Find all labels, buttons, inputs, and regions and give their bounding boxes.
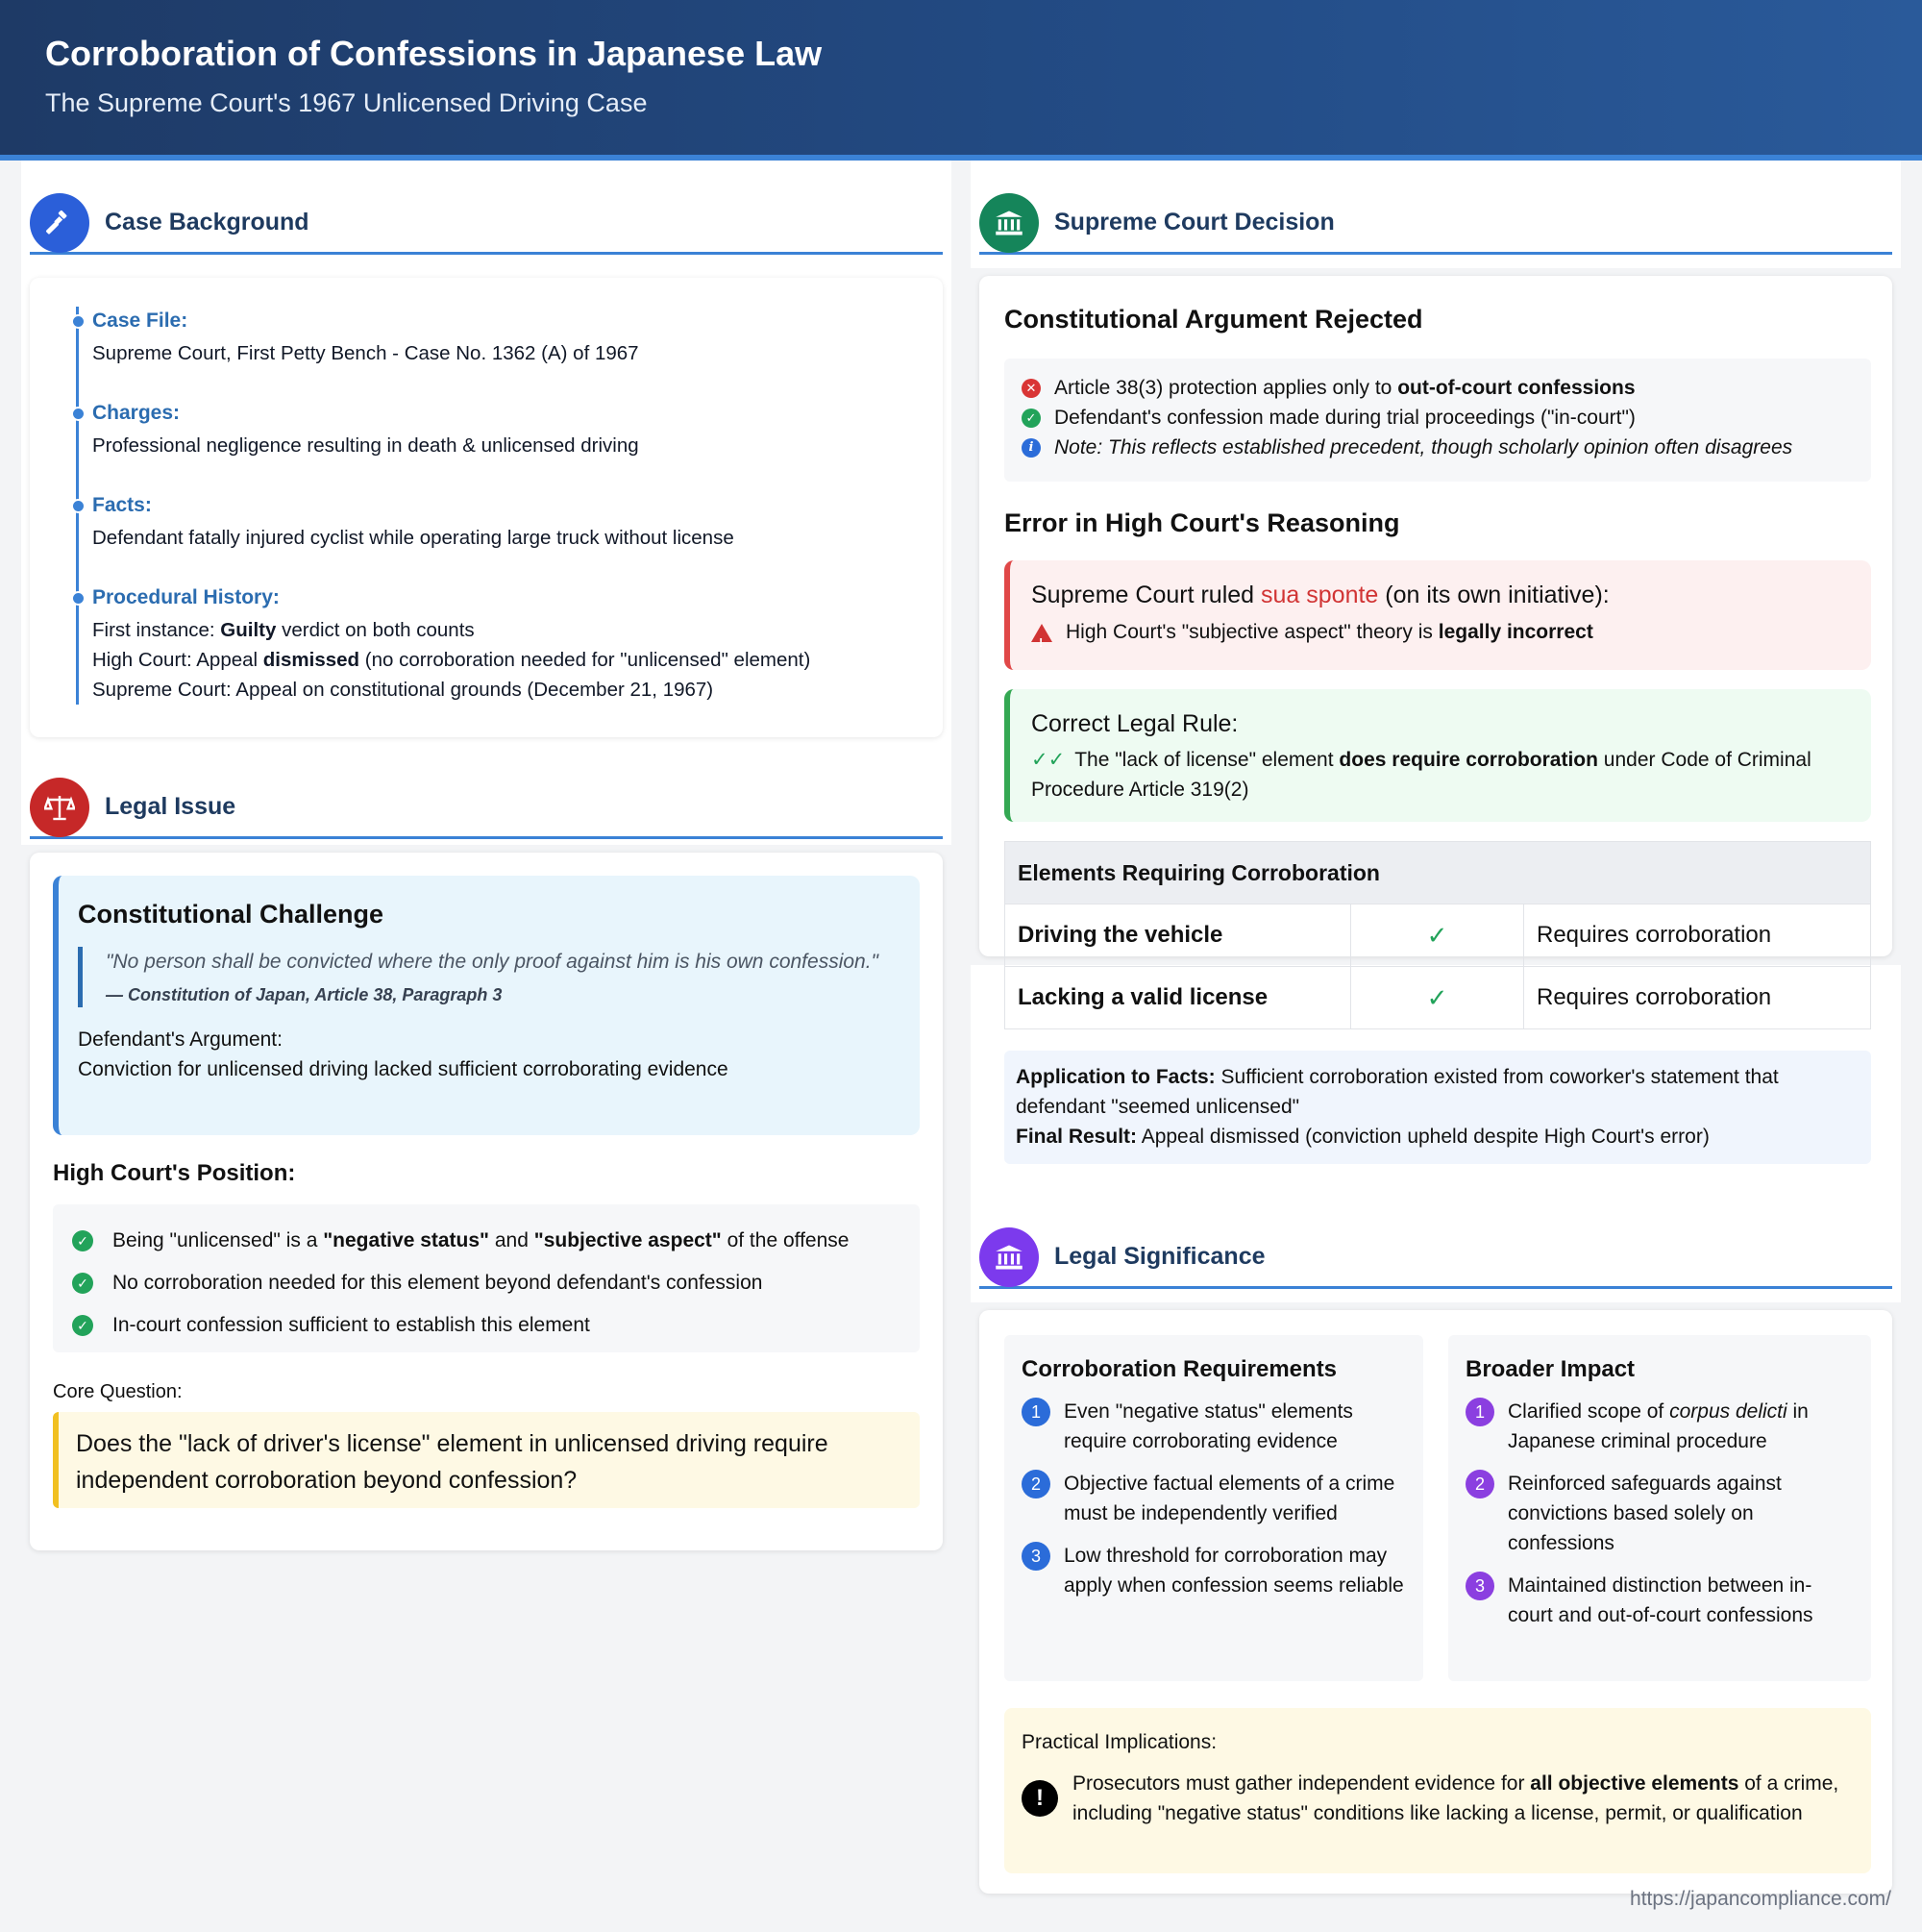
case-file-label: Case File: [92, 310, 188, 332]
number-badge: 3 [1022, 1542, 1050, 1571]
constitutional-rejected-title: Constitutional Argument Rejected [1004, 305, 1423, 334]
history-high-court: High Court: Appeal dismissed (no corroboration needed for "unlicensed" element) [92, 649, 811, 671]
check-circle-icon: ✓ [1022, 409, 1041, 428]
warning-icon [1031, 624, 1052, 642]
history-first-instance: First instance: Guilty verdict on both counts [92, 619, 475, 641]
charges-text: Professional negligence resulting in death & unlicensed driving [92, 434, 639, 457]
defendant-argument-text: Conviction for unlicensed driving lacked sufficient corroborating evidence [78, 1058, 728, 1080]
application-text: Application to Facts: Sufficient corroboration existed from coworker's statement that defendant "seemed unlicensed" [1016, 1066, 1779, 1118]
sua-sponte-box [1004, 560, 1871, 670]
error-reasoning-title: Error in High Court's Reasoning [1004, 508, 1400, 537]
position-item: ✓ No corroboration needed for this element beyond defendant's confession [72, 1262, 900, 1304]
case-background-title: Case Background [105, 209, 309, 235]
timeline-item-charges [79, 399, 922, 460]
check-icon: ✓ [1351, 967, 1524, 1029]
constitutional-challenge-title: Constitutional Challenge [78, 900, 384, 929]
double-check-icon: ✓✓ [1031, 749, 1066, 771]
status-cell: Requires corroboration [1524, 904, 1871, 967]
constitutional-challenge-box [53, 876, 920, 1135]
legal-issue-title: Legal Issue [105, 793, 236, 820]
page-header [0, 0, 1922, 161]
institution-icon [979, 1227, 1039, 1287]
status-cell: Requires corroboration [1524, 967, 1871, 1029]
gavel-icon [30, 193, 89, 253]
practical-implications-text: Prosecutors must gather independent evidence for all objective elements of a crime, including "negative status" conditions like lacking a license, permit, or qualification [1072, 1772, 1839, 1824]
timeline-item-case-file [79, 307, 922, 368]
scales-icon [30, 778, 89, 837]
practical-implications-box [1004, 1708, 1871, 1873]
right-column [971, 161, 1901, 1932]
case-background-header [30, 193, 943, 255]
elements-table-header: Elements Requiring Corroboration [1005, 842, 1871, 904]
case-file-text: Supreme Court, First Petty Bench - Case No. 1362 (A) of 1967 [92, 342, 639, 364]
list-item: 1 Clarified scope of corpus delicti in Japanese criminal procedure [1466, 1397, 1854, 1456]
page-subtitle: The Supreme Court's 1967 Unlicensed Driving Case [45, 88, 648, 117]
position-item: ✓ In-court confession sufficient to establish this element [72, 1304, 900, 1347]
exclamation-icon: ! [1022, 1780, 1058, 1817]
corroboration-requirements-card [1004, 1335, 1423, 1681]
broader-impact-title: Broader Impact [1466, 1356, 1636, 1382]
list-item: 3 Maintained distinction between in-court and out-of-court confessions [1466, 1571, 1854, 1630]
page-title: Corroboration of Confessions in Japanese Law [45, 34, 823, 73]
facts-label: Facts: [92, 494, 152, 516]
quote-citation: — Constitution of Japan, Article 38, Paragraph 3 [106, 985, 503, 1004]
procedural-history-label: Procedural History: [92, 586, 280, 608]
legal-issue-panel [21, 845, 951, 1559]
table-row [1005, 904, 1871, 967]
history-supreme-court: Supreme Court: Appeal on constitutional grounds (December 21, 1967) [92, 679, 714, 701]
significance-card [979, 1310, 1892, 1894]
elements-table [1004, 841, 1871, 1029]
legal-issue-card [30, 853, 943, 1550]
case-timeline [76, 307, 922, 705]
legal-issue-header [30, 778, 943, 839]
defendant-argument-label: Defendant's Argument: [78, 1028, 283, 1051]
rejected-points-list [1004, 359, 1871, 482]
list-item: 3 Low threshold for corroboration may apply when confession seems reliable [1022, 1541, 1406, 1600]
list-item: 1 Even "negative status" elements require corroborating evidence [1022, 1397, 1406, 1456]
timeline-item-procedural-history [79, 583, 922, 705]
corroboration-requirements-title: Corroboration Requirements [1022, 1356, 1338, 1382]
courthouse-icon [979, 193, 1039, 253]
broader-impact-card [1448, 1335, 1871, 1681]
footer-url[interactable]: https://japancompliance.com/ [1630, 1888, 1891, 1910]
timeline-item-facts [79, 491, 922, 553]
facts-text: Defendant fatally injured cyclist while operating large truck without license [92, 527, 734, 549]
constitution-quote [78, 947, 899, 1007]
sua-sponte-title: Supreme Court ruled sua sponte (on its own initiative): [1031, 582, 1610, 608]
check-circle-icon: ✓ [72, 1230, 93, 1251]
number-badge: 1 [1022, 1398, 1050, 1426]
number-badge: 2 [1022, 1470, 1050, 1499]
legal-significance-header [979, 1227, 1892, 1289]
position-item: ✓ Being "unlicensed" is a "negative status" and "subjective aspect" of the offense [72, 1220, 900, 1262]
final-result-text: Final Result: Appeal dismissed (conviction upheld despite High Court's error) [1016, 1126, 1710, 1148]
check-icon: ✓ [1351, 904, 1524, 967]
core-question-label: Core Question: [53, 1381, 183, 1402]
number-badge: 2 [1466, 1470, 1494, 1499]
element-cell: Driving the vehicle [1005, 904, 1351, 967]
left-column [21, 161, 951, 1559]
core-question-box: Does the "lack of driver's license" element in unlicensed driving require independent corroboration beyond confession? [53, 1412, 920, 1508]
charges-label: Charges: [92, 402, 181, 424]
legal-significance-title: Legal Significance [1054, 1243, 1266, 1270]
element-cell: Lacking a valid license [1005, 967, 1351, 1029]
high-court-position-title: High Court's Position: [53, 1160, 296, 1186]
practical-implications-title: Practical Implications: [1022, 1731, 1218, 1753]
practical-implications-row [1022, 1769, 1854, 1828]
correct-rule-box [1004, 689, 1871, 822]
number-badge: 1 [1466, 1398, 1494, 1426]
info-icon: i [1022, 438, 1041, 458]
application-box [1004, 1051, 1871, 1164]
number-badge: 3 [1466, 1572, 1494, 1600]
case-background-card [30, 278, 943, 737]
rejected-point: ✕ Article 38(3) protection applies only to out-of-court confessions [1022, 373, 1854, 403]
correct-rule-text: ✓✓ The "lack of license" element does require corroboration under Code of Criminal Procedure Article 319(2) [1031, 749, 1811, 801]
decision-panel [971, 268, 1901, 1148]
rejected-point: i Note: This reflects established precedent, though scholarly opinion often disagrees [1022, 433, 1854, 462]
supreme-court-decision-header [979, 193, 1892, 255]
high-court-position-list [53, 1204, 920, 1352]
decision-card [979, 276, 1892, 1148]
check-circle-icon: ✓ [72, 1273, 93, 1294]
correct-rule-title: Correct Legal Rule: [1031, 710, 1239, 737]
significance-panel [971, 1302, 1901, 1932]
x-circle-icon: ✕ [1022, 379, 1041, 398]
list-item: 2 Reinforced safeguards against convictions based solely on confessions [1466, 1469, 1854, 1558]
supreme-court-decision-title: Supreme Court Decision [1054, 209, 1335, 235]
list-item: 2 Objective factual elements of a crime must be independently verified [1022, 1469, 1406, 1528]
quote-text: "No person shall be convicted where the only proof against him is his own confession." [106, 951, 879, 973]
rejected-point: ✓ Defendant's confession made during trial proceedings ("in-court") [1022, 403, 1854, 433]
check-circle-icon: ✓ [72, 1315, 93, 1336]
table-row [1005, 967, 1871, 1029]
sua-sponte-line: ! High Court's "subjective aspect" theory is legally incorrect [1031, 616, 1850, 649]
